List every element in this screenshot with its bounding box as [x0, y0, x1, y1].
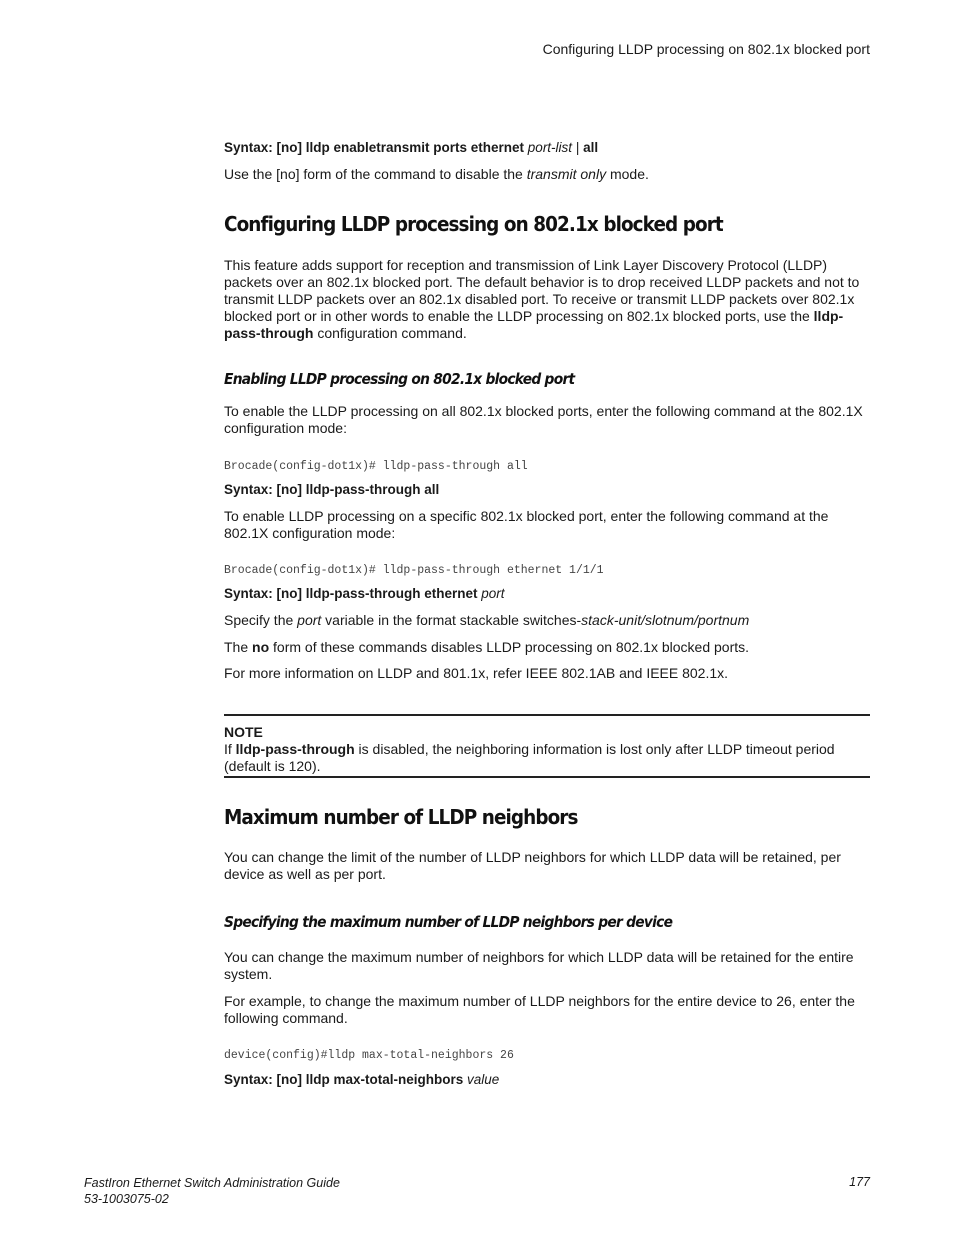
section-title-max-neighbors: Maximum number of LLDP neighbors — [224, 805, 578, 829]
code-pass-through-all: Brocade(config-dot1x)# lldp-pass-through all — [224, 460, 528, 473]
note-text: If lldp-pass-through is disabled, the neighboring information is lost only after LLDP timeout period (default is 120). — [224, 741, 835, 774]
section2-paragraph: You can change the limit of the number of LLDP neighbors for which LLDP data will be retained, per device as well as per port. — [224, 849, 841, 882]
enable-specific-paragraph: To enable LLDP processing on a specific 802.1x blocked port, enter the following command at the 802.1X configuration mode: — [224, 508, 829, 541]
syntax-pass-through-all: Syntax: [no] lldp-pass-through all — [224, 482, 440, 497]
syntax-enabletransmit: Syntax: [no] lldp enabletransmit ports ethernet port-list | all — [224, 140, 599, 155]
footer-doc-number: 53-1003075-02 — [84, 1192, 169, 1206]
section1-paragraph: This feature adds support for reception and transmission of Link Layer Discovery Protocol (LLDP) packets over an 802.1x blocked port. The default behavior is to drop received LLDP packets and not to transmit LLDP packets over an 802.1x disabled port. To receive or transmit LLDP packets over 802.1x blocked port or in other words to enable the LLDP processing on 802.1x blocked ports, use the lldp-pass-through configuration command. — [224, 257, 860, 341]
note-box — [224, 714, 870, 778]
usage-text: Use the [no] form of the command to disable the transmit only mode. — [224, 166, 649, 182]
running-header: Configuring LLDP processing on 802.1x blocked port — [542, 41, 870, 57]
enable-all-paragraph: To enable the LLDP processing on all 802.1x blocked ports, enter the following command at the 802.1X configuration mode: — [224, 403, 863, 436]
syntax-pass-through-ethernet: Syntax: [no] lldp-pass-through ethernet port — [224, 586, 505, 601]
subsection-title-enabling: Enabling LLDP processing on 802.1x blocked port — [224, 370, 575, 388]
no-form-paragraph: The no form of these commands disables LLDP processing on 802.1x blocked ports. — [224, 639, 750, 655]
max-neighbors-paragraph: You can change the maximum number of neighbors for which LLDP data will be retained for the entire system. — [224, 949, 854, 982]
subsection-title-max-per-device: Specifying the maximum number of LLDP neighbors per device — [224, 913, 673, 931]
specify-port-paragraph: Specify the port variable in the format stackable switches-stack-unit/slotnum/portnum — [224, 612, 750, 628]
footer-page-number: 177 — [849, 1175, 870, 1189]
more-info-paragraph: For more information on LLDP and 801.1x, refer IEEE 802.1AB and IEEE 802.1x. — [224, 665, 729, 681]
section-title-lldp-blocked-port: Configuring LLDP processing on 802.1x blocked port — [224, 212, 723, 236]
footer-left — [84, 1175, 340, 1207]
note-label: NOTE — [224, 724, 263, 740]
syntax-max-total-neighbors: Syntax: [no] lldp max-total-neighbors value — [224, 1072, 500, 1087]
code-max-total-neighbors: device(config)#lldp max-total-neighbors 26 — [224, 1049, 514, 1062]
example-paragraph: For example, to change the maximum number of LLDP neighbors for the entire device to 26, enter the following command. — [224, 993, 855, 1026]
footer-guide-title: FastIron Ethernet Switch Administration Guide — [84, 1176, 340, 1190]
code-pass-through-ethernet: Brocade(config-dot1x)# lldp-pass-through ethernet 1/1/1 — [224, 564, 604, 577]
